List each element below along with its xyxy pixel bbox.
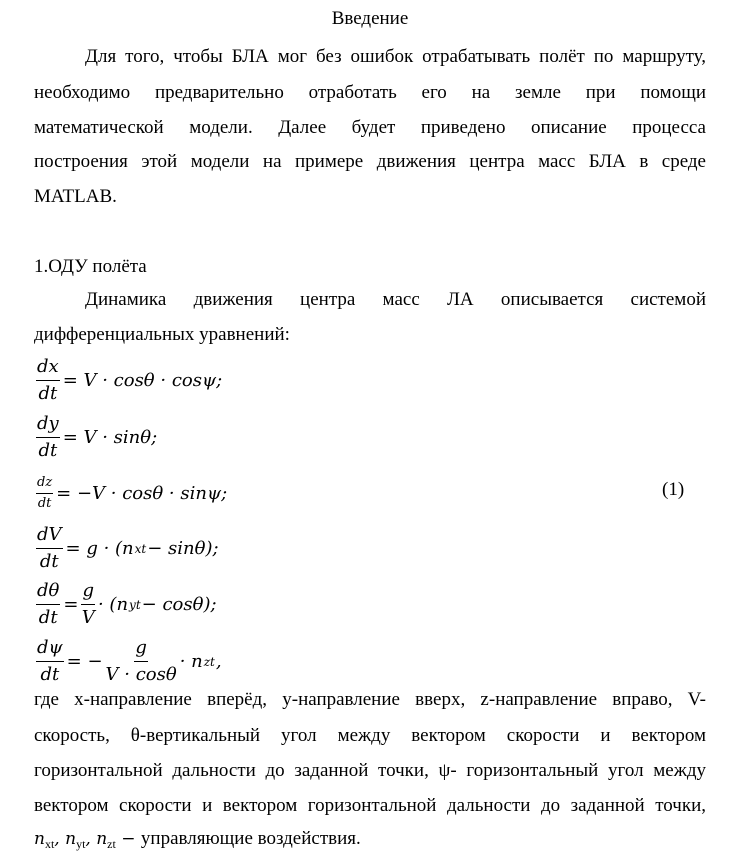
- fraction-numerator: dy: [36, 413, 60, 438]
- fraction: [81, 580, 95, 629]
- fraction-numerator: g: [81, 580, 95, 605]
- math-segment: = g · (n: [65, 538, 134, 559]
- math-segment: = −V · cosθ · sinψ;: [56, 483, 228, 504]
- math-segment: − sinθ);: [147, 538, 219, 559]
- subscript: yt: [76, 837, 86, 851]
- equation: [34, 475, 228, 512]
- fraction: [106, 637, 177, 686]
- fraction-numerator: g: [134, 637, 148, 662]
- equation: [34, 580, 218, 629]
- equation: [34, 356, 223, 405]
- explanation-line: где x-направление вперёд, y-направление вверх, z-направление вправо, V-: [34, 689, 706, 710]
- fraction-denominator: dt: [38, 607, 58, 628]
- fraction: [36, 475, 53, 512]
- fraction-numerator: dV: [36, 524, 63, 549]
- section-heading: 1.ОДУ полёта: [34, 256, 147, 277]
- subscript: xt: [134, 541, 147, 556]
- subscript: yt: [129, 597, 141, 612]
- subscript: xt: [44, 837, 55, 851]
- fraction-numerator: dθ: [36, 580, 60, 605]
- fraction: [36, 413, 60, 462]
- math-segment: n: [34, 829, 45, 849]
- fraction-denominator: dt: [38, 383, 58, 404]
- section-line: дифференциальных уравнений:: [34, 324, 290, 345]
- math-segment: − cosθ);: [141, 594, 217, 615]
- fraction: [36, 637, 64, 686]
- math-segment: ,: [215, 651, 222, 672]
- explanation-line: горизонтальной дальности до заданной точки, ψ- горизонтальный угол между: [34, 760, 706, 781]
- equation-number: (1): [662, 479, 685, 500]
- math-segment: · n: [179, 651, 203, 672]
- fraction: [36, 524, 63, 573]
- math-segment: = V · cosθ · cosψ;: [62, 370, 223, 391]
- fraction-denominator: dt: [39, 551, 59, 572]
- subscript: zt: [203, 654, 215, 669]
- math-segment: · (n: [97, 594, 129, 615]
- fraction: [36, 356, 60, 405]
- math-segment: =: [63, 594, 79, 615]
- fraction-numerator: dψ: [36, 637, 64, 662]
- explanation-line: скорость, θ-вертикальный угол между вектором скорости и вектором: [34, 725, 706, 746]
- document-title: Введение: [331, 8, 409, 29]
- fraction-denominator: dt: [37, 496, 52, 511]
- intro-line: математической модели. Далее будет приведено описание процесса: [34, 117, 706, 138]
- fraction-numerator: dz: [36, 475, 53, 494]
- math-segment: , n: [85, 829, 108, 849]
- explanation-final-line: [34, 828, 361, 852]
- fraction-denominator: dt: [40, 664, 60, 685]
- explanation-line: вектором скорости и вектором горизонтальной дальности до заданной точки,: [34, 795, 706, 816]
- fraction-denominator: dt: [38, 440, 58, 461]
- math-segment: = −: [66, 651, 103, 672]
- equation: [34, 413, 158, 462]
- intro-line: Для того, чтобы БЛА мог без ошибок отрабатывать полёт по маршруту,: [85, 46, 706, 67]
- subscript: zt: [107, 837, 116, 851]
- equation: [34, 524, 220, 573]
- fraction-denominator: V: [81, 607, 95, 628]
- intro-line: MATLAB.: [34, 186, 117, 207]
- intro-line: построения этой модели на примере движения центра масс БЛА в среде: [34, 151, 706, 172]
- math-segment: , n: [54, 829, 77, 849]
- math-segment: = V · sinθ;: [62, 427, 158, 448]
- text-segment: управляющие воздействия.: [140, 828, 361, 849]
- section-line: Динамика движения центра масс ЛА описывается системой: [85, 289, 706, 310]
- math-segment: −: [115, 829, 141, 849]
- equation: [34, 637, 223, 686]
- fraction-numerator: dx: [36, 356, 60, 381]
- intro-line: необходимо предварительно отработать его на земле при помощи: [34, 82, 706, 103]
- fraction-denominator: V · cosθ: [105, 664, 177, 685]
- fraction: [36, 580, 60, 629]
